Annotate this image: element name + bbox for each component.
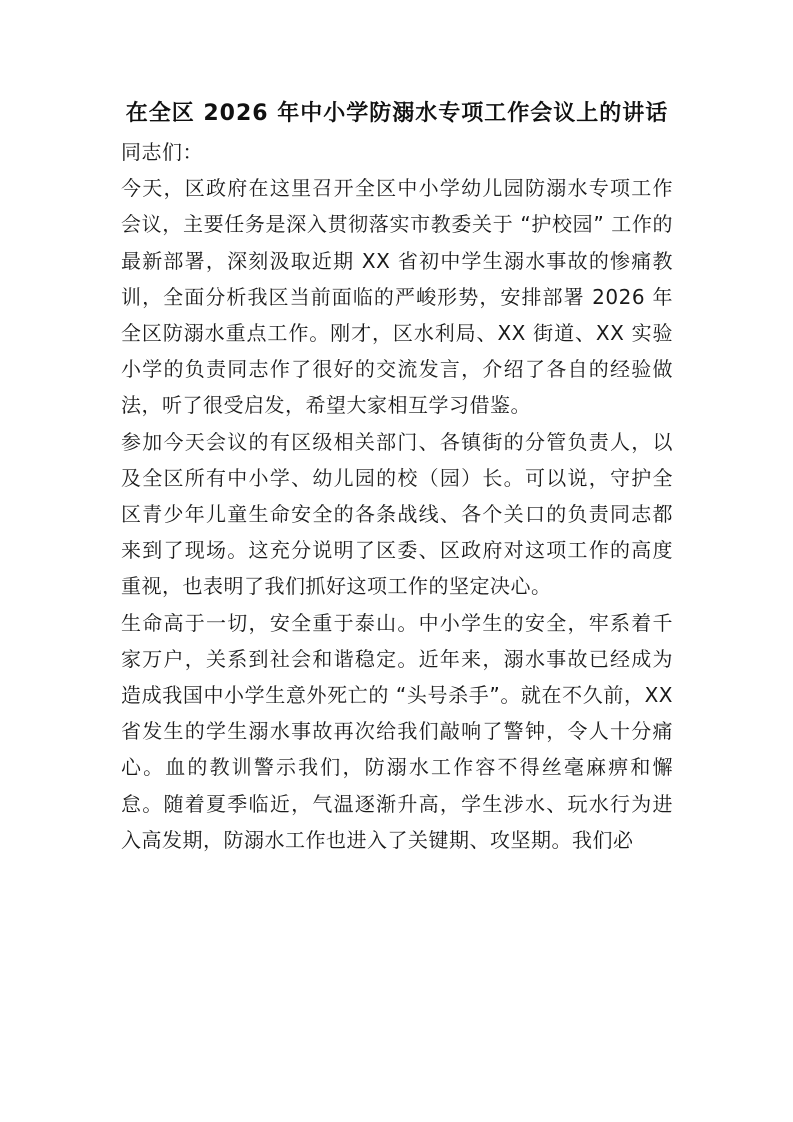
paragraph-2: 参加今天会议的有区级相关部门、各镇街的分管负责人，以及全区所有中小学、幼儿园的校（园）长。可以说，守护全区青少年儿童生命安全的各条战线、各个关口的负责同志都来到了现场。这充分说明了区委、区政府对这项工作的高度重视，也表明了我们抓好这项工作的坚定决心。: [121, 429, 673, 599]
document-body: [121, 134, 673, 858]
paragraph-1: 今天，区政府在这里召开全区中小学幼儿园防溺水专项工作会议，主要任务是深入贯彻落实市教委关于 “护校园” 工作的最新部署，深刻汲取近期 XX 省初中学生溺水事故的惨痛教训，全面分析我区当前面临的严峻形势，安排部署 2026 年全区防溺水重点工作。刚才，区水利局、XX 街道、XX 实验小学的负责同志作了很好的交流发言，介绍了各自的经验做法，听了很受启发，希望大家相互学习借鉴。: [121, 176, 673, 418]
document-title: 在全区 2026 年中小学防溺水专项工作会议上的讲话: [125, 101, 669, 126]
document-page: [121, 94, 673, 858]
salutation: 同志们：: [121, 140, 203, 164]
paragraph-3: 生命高于一切，安全重于泰山。中小学生的安全，牢系着千家万户，关系到社会和谐稳定。近年来，溺水事故已经成为造成我国中小学生意外死亡的 “头号杀手”。就在不久前，XX 省发生的学生溺水事故再次给我们敲响了警钟，令人十分痛心。血的教训警示我们，防溺水工作容不得丝毫麻痹和懈怠。随着夏季临近，气温逐渐升高，学生涉水、玩水行为进入高发期，防溺水工作也进入了关键期、攻坚期。我们必: [121, 610, 673, 852]
